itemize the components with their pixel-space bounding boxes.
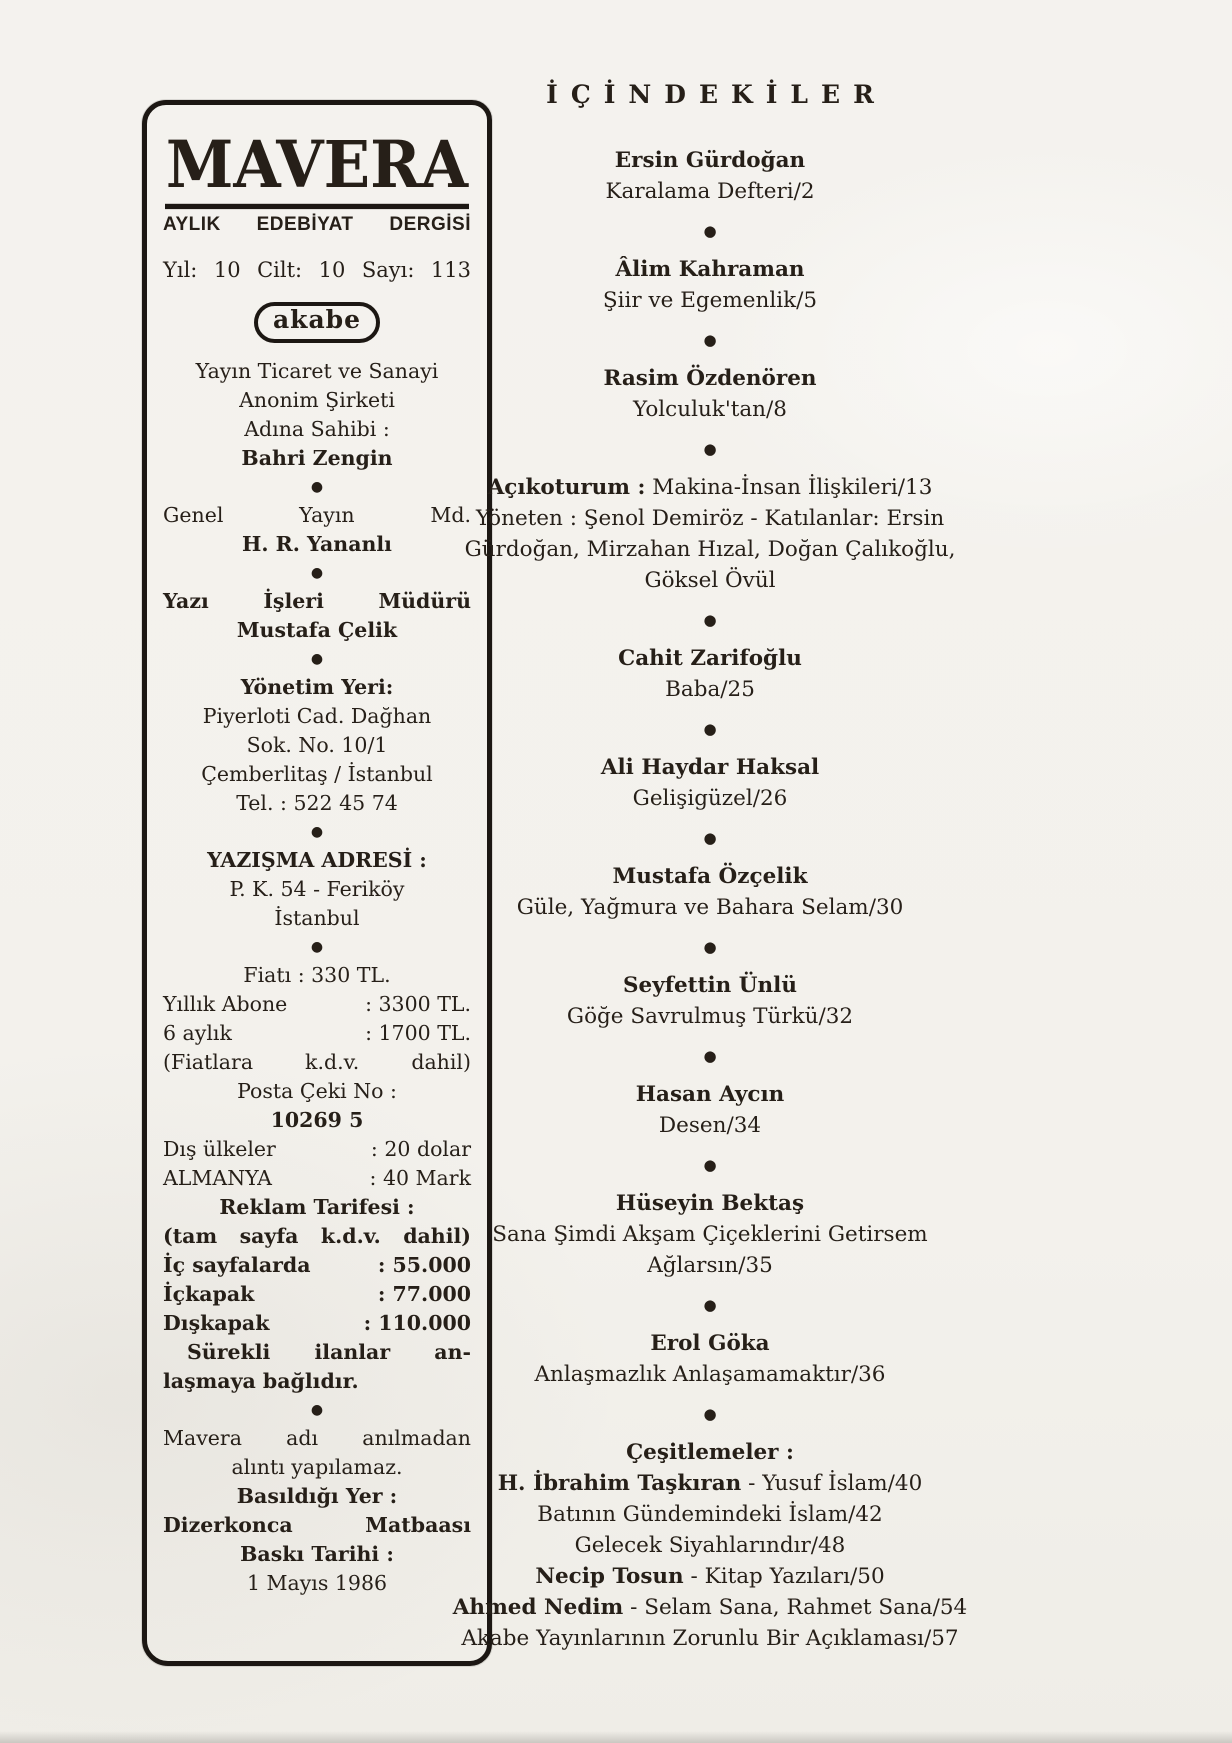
toc-line (452, 176, 968, 207)
imprint-line (163, 1019, 471, 1048)
toc-line (452, 1359, 968, 1390)
toc-line (452, 1499, 968, 1530)
imprint-line: Posta Çeki No : (237, 1078, 397, 1103)
toc-line (452, 363, 968, 394)
imprint-line: laşmaya bağlıdır. (163, 1368, 359, 1393)
toc-line (452, 1001, 968, 1032)
line-value: : 1700 TL. (365, 1020, 471, 1045)
toc-line (452, 285, 968, 316)
issue-info: Yıl: 10 Cilt: 10 Sayı: 113 (163, 257, 471, 282)
imprint-line: İstanbul (274, 905, 360, 930)
imprint-line: Dizerkonca Matbaası (163, 1512, 471, 1537)
toc-text: Göğe Savrulmuş Türkü/32 (566, 1004, 854, 1029)
bullet-separator: ● (310, 478, 324, 495)
line-label: Yıllık Abone (163, 991, 288, 1016)
imprint-line: Mavera adı anılmadan (163, 1425, 471, 1450)
logo-wrap (163, 127, 471, 207)
bullet-separator: ● (703, 440, 717, 458)
imprint-line (163, 1309, 471, 1338)
line-label: İçkapak (163, 1281, 255, 1306)
line-value: : 20 dolar (370, 1136, 471, 1161)
toc-author: Çeşitlemeler : (626, 1440, 794, 1465)
toc-line (452, 1250, 968, 1281)
toc-line (452, 503, 968, 534)
toc-author: Necip Tosun (535, 1564, 684, 1589)
toc-text: Gelecek Siyahlarındır/48 (574, 1533, 846, 1558)
imprint-line: Bahri Zengin (241, 445, 393, 470)
toc-text: Güle, Yağmura ve Bahara Selam/30 (516, 895, 904, 920)
publisher-logo-wrap (163, 302, 471, 343)
bullet-separator: ● (703, 331, 717, 349)
toc-author: Ahmed Nedim (452, 1595, 624, 1620)
imprint-line: P. K. 54 - Feriköy (229, 876, 405, 901)
toc-line (452, 643, 968, 674)
toc-entry (452, 363, 968, 425)
toc-text: Akabe Yayınlarının Zorunlu Bir Açıklaması/57 (461, 1626, 959, 1651)
toc-line (452, 1530, 968, 1561)
imprint-line: Yayın Ticaret ve Sanayi (195, 358, 439, 383)
toc-line (452, 752, 968, 783)
toc-line (452, 1561, 968, 1592)
toc-line (452, 1592, 968, 1623)
imprint-line: Piyerloti Cad. Dağhan (202, 703, 432, 728)
imprint-info (163, 357, 471, 1598)
toc-author: Rasim Özdenören (603, 366, 817, 391)
toc-entries (452, 145, 968, 1654)
toc-entry (452, 970, 968, 1032)
imprint-line: alıntı yapılamaz. (231, 1454, 403, 1479)
toc-text: Gürdoğan, Mirzahan Hızal, Doğan Çalıkoğlu, (464, 537, 956, 562)
toc-line (452, 1328, 968, 1359)
toc-entry (452, 1079, 968, 1141)
masthead-box (142, 100, 492, 1666)
toc-entry (452, 1188, 968, 1281)
toc-text: Ağlarsın/35 (647, 1253, 773, 1278)
bullet-separator: ● (310, 938, 324, 955)
toc-entry (452, 1328, 968, 1390)
toc-text: - Kitap Yazıları/50 (683, 1564, 885, 1589)
toc-line (452, 145, 968, 176)
toc-entry (452, 254, 968, 316)
table-of-contents (452, 80, 968, 1654)
toc-text: Sana Şimdi Akşam Çiçeklerini Getirsem (492, 1222, 928, 1247)
bullet-separator: ● (310, 650, 324, 667)
bullet-separator: ● (703, 222, 717, 240)
imprint-line (163, 990, 471, 1019)
imprint-line: Yazı İşleri Müdürü (163, 588, 471, 613)
toc-line (452, 1188, 968, 1219)
toc-line (452, 861, 968, 892)
toc-line (452, 472, 968, 503)
bullet-separator: ● (310, 823, 324, 840)
toc-line (452, 534, 968, 565)
imprint-line (163, 1135, 471, 1164)
toc-text: Şiir ve Egemenlik/5 (602, 288, 818, 313)
line-value: : 110.000 (363, 1310, 471, 1335)
imprint-line (163, 1251, 471, 1280)
imprint-line: Anonim Şirketi (239, 387, 395, 412)
line-label: İç sayfalarda (163, 1252, 311, 1277)
bullet-separator: ● (703, 1405, 717, 1423)
imprint-line: Mustafa Çelik (236, 617, 398, 642)
toc-author: Cahit Zarifoğlu (618, 646, 802, 671)
toc-line (452, 783, 968, 814)
imprint-line: Sok. No. 10/1 (246, 732, 388, 757)
imprint-line: Baskı Tarihi : (240, 1541, 394, 1566)
toc-title: İÇİNDEKİLER (546, 80, 887, 109)
imprint-line: Yönetim Yeri: (240, 674, 394, 699)
imprint-line: 10269 5 (270, 1107, 364, 1132)
toc-line (452, 970, 968, 1001)
line-label: ALMANYA (163, 1165, 272, 1190)
line-label: Dışkapak (163, 1310, 270, 1335)
toc-text: Makina-İnsan İlişkileri/13 (645, 475, 933, 500)
toc-entry (452, 472, 968, 596)
toc-text: - Yusuf İslam/40 (741, 1471, 923, 1496)
toc-author: Açıkoturum : (487, 475, 646, 500)
toc-text: Göksel Övül (644, 568, 776, 593)
toc-line (452, 1079, 968, 1110)
toc-author: Ali Haydar Haksal (600, 755, 820, 780)
toc-author: Mustafa Özçelik (612, 864, 808, 889)
imprint-line: Genel Yayın Md. (163, 502, 471, 527)
toc-line (452, 1437, 968, 1468)
toc-entry (452, 752, 968, 814)
imprint-line: Basıldığı Yer : (236, 1483, 398, 1508)
imprint-line (163, 1164, 471, 1193)
toc-author: Âlim Kahraman (615, 257, 805, 282)
line-value: : 3300 TL. (365, 991, 471, 1016)
toc-author: Erol Göka (650, 1331, 770, 1356)
scan-edge-bottom (0, 1731, 1232, 1743)
imprint-line: (tam sayfa k.d.v. dahil) (163, 1223, 471, 1248)
toc-author: Hasan Aycın (635, 1082, 785, 1107)
toc-line (452, 565, 968, 596)
imprint-line: Tel. : 522 45 74 (236, 790, 398, 815)
akabe-logo: akabe (254, 302, 380, 343)
toc-author: Hüseyin Bektaş (615, 1191, 805, 1216)
toc-entry (452, 861, 968, 923)
toc-line (452, 254, 968, 285)
bullet-separator: ● (703, 938, 717, 956)
imprint-line: Sürekli ilanlar an- (187, 1339, 471, 1364)
imprint-line: Fiatı : 330 TL. (243, 962, 391, 987)
toc-text: Anlaşmazlık Anlaşamamaktır/36 (534, 1362, 886, 1387)
toc-line (452, 394, 968, 425)
toc-line (452, 1219, 968, 1250)
imprint-line: YAZIŞMA ADRESİ : (207, 847, 427, 872)
toc-line (452, 674, 968, 705)
toc-author: H. İbrahim Taşkıran (497, 1471, 742, 1496)
toc-entry (452, 145, 968, 207)
toc-text: Karalama Defteri/2 (605, 179, 815, 204)
bullet-separator: ● (703, 1047, 717, 1065)
toc-text: Yöneten : Şenol Demiröz - Katılanlar: Ersin (475, 506, 945, 531)
toc-text: Baba/25 (665, 677, 755, 702)
toc-text: Batının Gündemindeki İslam/42 (537, 1502, 883, 1527)
bullet-separator: ● (703, 1296, 717, 1314)
toc-line (452, 892, 968, 923)
toc-author: Seyfettin Ünlü (623, 973, 797, 998)
toc-entry (452, 1437, 968, 1654)
toc-line (452, 1468, 968, 1499)
toc-line (452, 1110, 968, 1141)
toc-entry (452, 643, 968, 705)
bullet-separator: ● (310, 564, 324, 581)
bullet-separator: ● (703, 829, 717, 847)
imprint-line (163, 1280, 471, 1309)
magazine-logo: MAVERA (165, 135, 469, 209)
imprint-line: Çemberlitaş / İstanbul (201, 761, 433, 786)
line-value: : 55.000 (377, 1252, 471, 1277)
line-label: 6 aylık (163, 1020, 232, 1045)
toc-line (452, 1623, 968, 1654)
toc-text: - Selam Sana, Rahmet Sana/54 (623, 1595, 968, 1620)
imprint-line: Adına Sahibi : (244, 416, 390, 441)
bullet-separator: ● (703, 611, 717, 629)
bullet-separator: ● (703, 720, 717, 738)
imprint-line: (Fiatlara k.d.v. dahil) (163, 1049, 471, 1074)
bullet-separator: ● (310, 1401, 324, 1418)
line-label: Dış ülkeler (163, 1136, 276, 1161)
toc-author: Ersin Gürdoğan (614, 148, 806, 173)
bullet-separator: ● (703, 1156, 717, 1174)
line-value: : 40 Mark (369, 1165, 471, 1190)
magazine-tagline: AYLIK EDEBİYAT DERGİSİ (163, 213, 471, 235)
imprint-line: 1 Mayıs 1986 (246, 1570, 388, 1595)
imprint-line: H. R. Yananlı (242, 531, 392, 556)
toc-text: Yolculuk'tan/8 (633, 397, 787, 422)
toc-text: Desen/34 (658, 1113, 762, 1138)
line-value: : 77.000 (377, 1281, 471, 1306)
imprint-line: Reklam Tarifesi : (219, 1194, 415, 1219)
toc-text: Gelişigüzel/26 (632, 786, 788, 811)
